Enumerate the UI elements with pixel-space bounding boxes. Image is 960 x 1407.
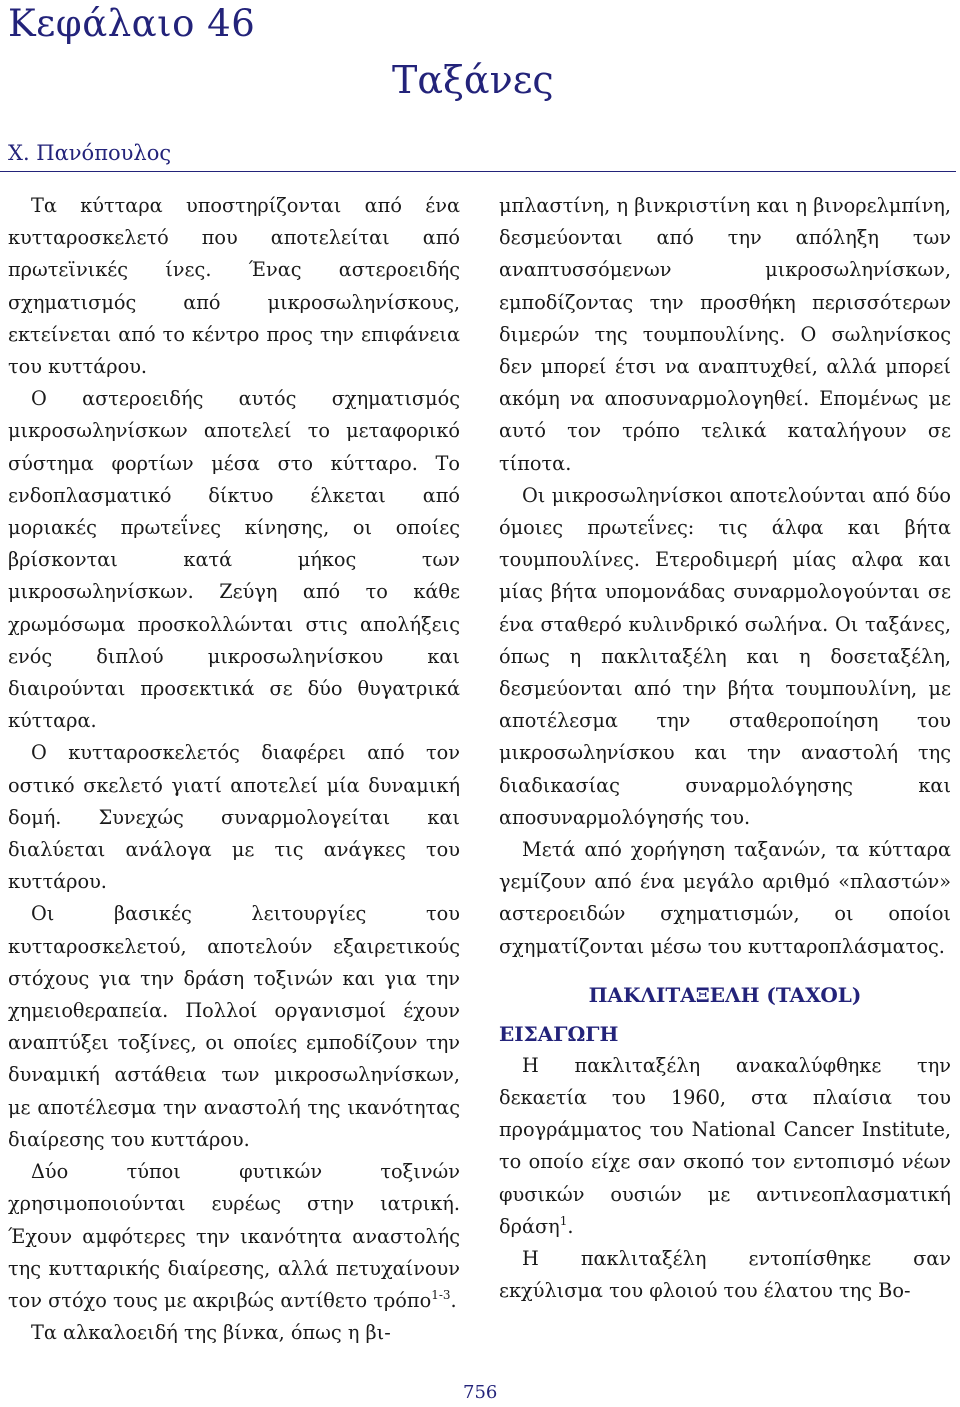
right-column bbox=[499, 190, 951, 1308]
paragraph bbox=[8, 1156, 460, 1317]
paragraph: Οι βασικές λειτουργίες του κυτταροσκελετού, αποτελούν εξαιρετικούς στόχους για την δράση τοξινών και για την χημειοθεραπεία. Πολλοί οργανισμοί έχουν αναπτύξει τοξίνες, οι οποίες εμποδίζουν την δυναμική αστάθεια των μικροσωληνίσκων, με αποτέλεσμα την αναστολή της ικανότητας διαίρεσης του κυττάρου. bbox=[8, 902, 460, 1151]
paragraph: Ο αστεροειδής αυτός σχηματισμός μικροσωληνίσκων αποτελεί το μεταφορικό σύστημα φορτίων μέσα στο κύτταρο. Το ενδοπλασματικό δίκτυο έλκεται από μοριακές πρωτεΐνες κίνησης, οι οποίες βρίσκονται κατά μήκος των μικροσωληνίσκων. Ζεύγη από το κάθε χρωμόσωμα προσκολλώνται στις απολήξεις ενός διπλού μικροσωληνίσκου και διαιρούνται προσεκτικά σε δύο θυγατρικά κύτταρα. bbox=[8, 387, 460, 733]
paragraph: Τα κύτταρα υποστηρίζονται από ένα κυτταροσκελετό που αποτελείται από πρωτεϊνικές ίνες. Ένας αστεροειδής σχηματισμός από μικροσωληνίσκους, εκτείνεται από το κέντρο προς την επιφάνεια του κυττάρου. bbox=[8, 194, 460, 379]
paragraph-end: . bbox=[567, 1214, 574, 1238]
citation: 1 bbox=[559, 1213, 568, 1228]
paragraph: Ο κυτταροσκελετός διαφέρει από τον οστικό σκελετό γιατί αποτελεί μία δυναμική δομή. Συνεχώς συναρμολογείται και διαλύεται ανάλογα με τις ανάγκες του κυττάρου. bbox=[8, 741, 460, 894]
author-name: Χ. Πανόπουλος bbox=[8, 141, 172, 165]
paragraph: Μετά από χορήγηση ταξανών, τα κύτταρα γεμίζουν από ένα μεγάλο αριθμό «πλαστών» αστεροειδών σχηματισμών, οι οποίοι σχηματίζονται μέσω του κυτταροπλάσματος. bbox=[499, 838, 951, 958]
header-divider bbox=[0, 171, 956, 172]
section-heading: ΠΑΚΛΙΤΑΞΕΛΗ (TAXOL) bbox=[588, 982, 862, 1007]
paragraph-end: . bbox=[450, 1288, 457, 1312]
citation: 1-3 bbox=[431, 1287, 451, 1302]
paragraph: Η πακλιταξέλη εντοπίσθηκε σαν εκχύλισμα του φλοιού του έλατου της Βο- bbox=[499, 1247, 951, 1303]
chapter-label: Κεφάλαιο 46 bbox=[8, 2, 256, 45]
paragraph: Τα αλκαλοειδή της βίνκα, όπως η βι- bbox=[31, 1321, 391, 1345]
page-number: 756 bbox=[463, 1382, 498, 1403]
left-column bbox=[8, 190, 460, 1349]
paragraph: Οι μικροσωληνίσκοι αποτελούνται από δύο όμοιες πρωτεΐνες: τις άλφα και βήτα τουμπουλίνες. Ετεροδιμερή μίας αλφα και μίας βήτα υπομονάδας συναρμολογούνται σε ένα σταθερό κυλινδρικό σωλήνα. Οι ταξάνες, όπως η πακλιταξέλη και η δοσεταξέλη, δεσμεύονται από την βήτα τουμπουλίνη, με αποτέλεσμα την σταθεροποίηση του μικροσωληνίσκου και την αναστολή της διαδικασίας συναρμολόγησης και αποσυναρμολόγησής του. bbox=[499, 483, 951, 829]
page-title: Ταξάνες bbox=[392, 58, 554, 102]
paragraph: μπλαστίνη, η βινκριστίνη και η βινορελμπίνη, δεσμεύονται από την απόληξη των αναπτυσσόμενων μικροσωληνίσκων, εμποδίζοντας την προσθήκη περισσότερων διμερών της τουμπουλίνης. Ο σωληνίσκος δεν μπορεί έτσι να αναπτυχθεί, αλλά μπορεί ακόμη να αποσυναρμολογηθεί. Επομένως με αυτό τον τρόπο τελικά καταλήγουν σε τίποτα. bbox=[499, 194, 951, 475]
subsection-heading: ΕΙΣΑΓΩΓΗ bbox=[499, 1021, 619, 1046]
paragraph-text: Δύο τύποι φυτικών τοξινών χρησιμοποιούνται ευρέως στην ιατρική. Έχουν αμφότερες την ικανότητα αναστολής της κυτταρικής διαίρεσης, αλλά πετυχαίνουν τον στόχο τους με ακριβώς αντίθετο τρόπο bbox=[8, 1160, 460, 1312]
paragraph-text: Η πακλιταξέλη ανακαλύφθηκε την δεκαετία του 1960, στα πλαίσια του προγράμματος του National Cancer Institute, το οποίο είχε σαν σκοπό τον εντοπισμό νέων φυσικών ουσιών με αντινεοπλασματική δράση bbox=[499, 1053, 951, 1238]
paragraph bbox=[499, 1050, 951, 1243]
